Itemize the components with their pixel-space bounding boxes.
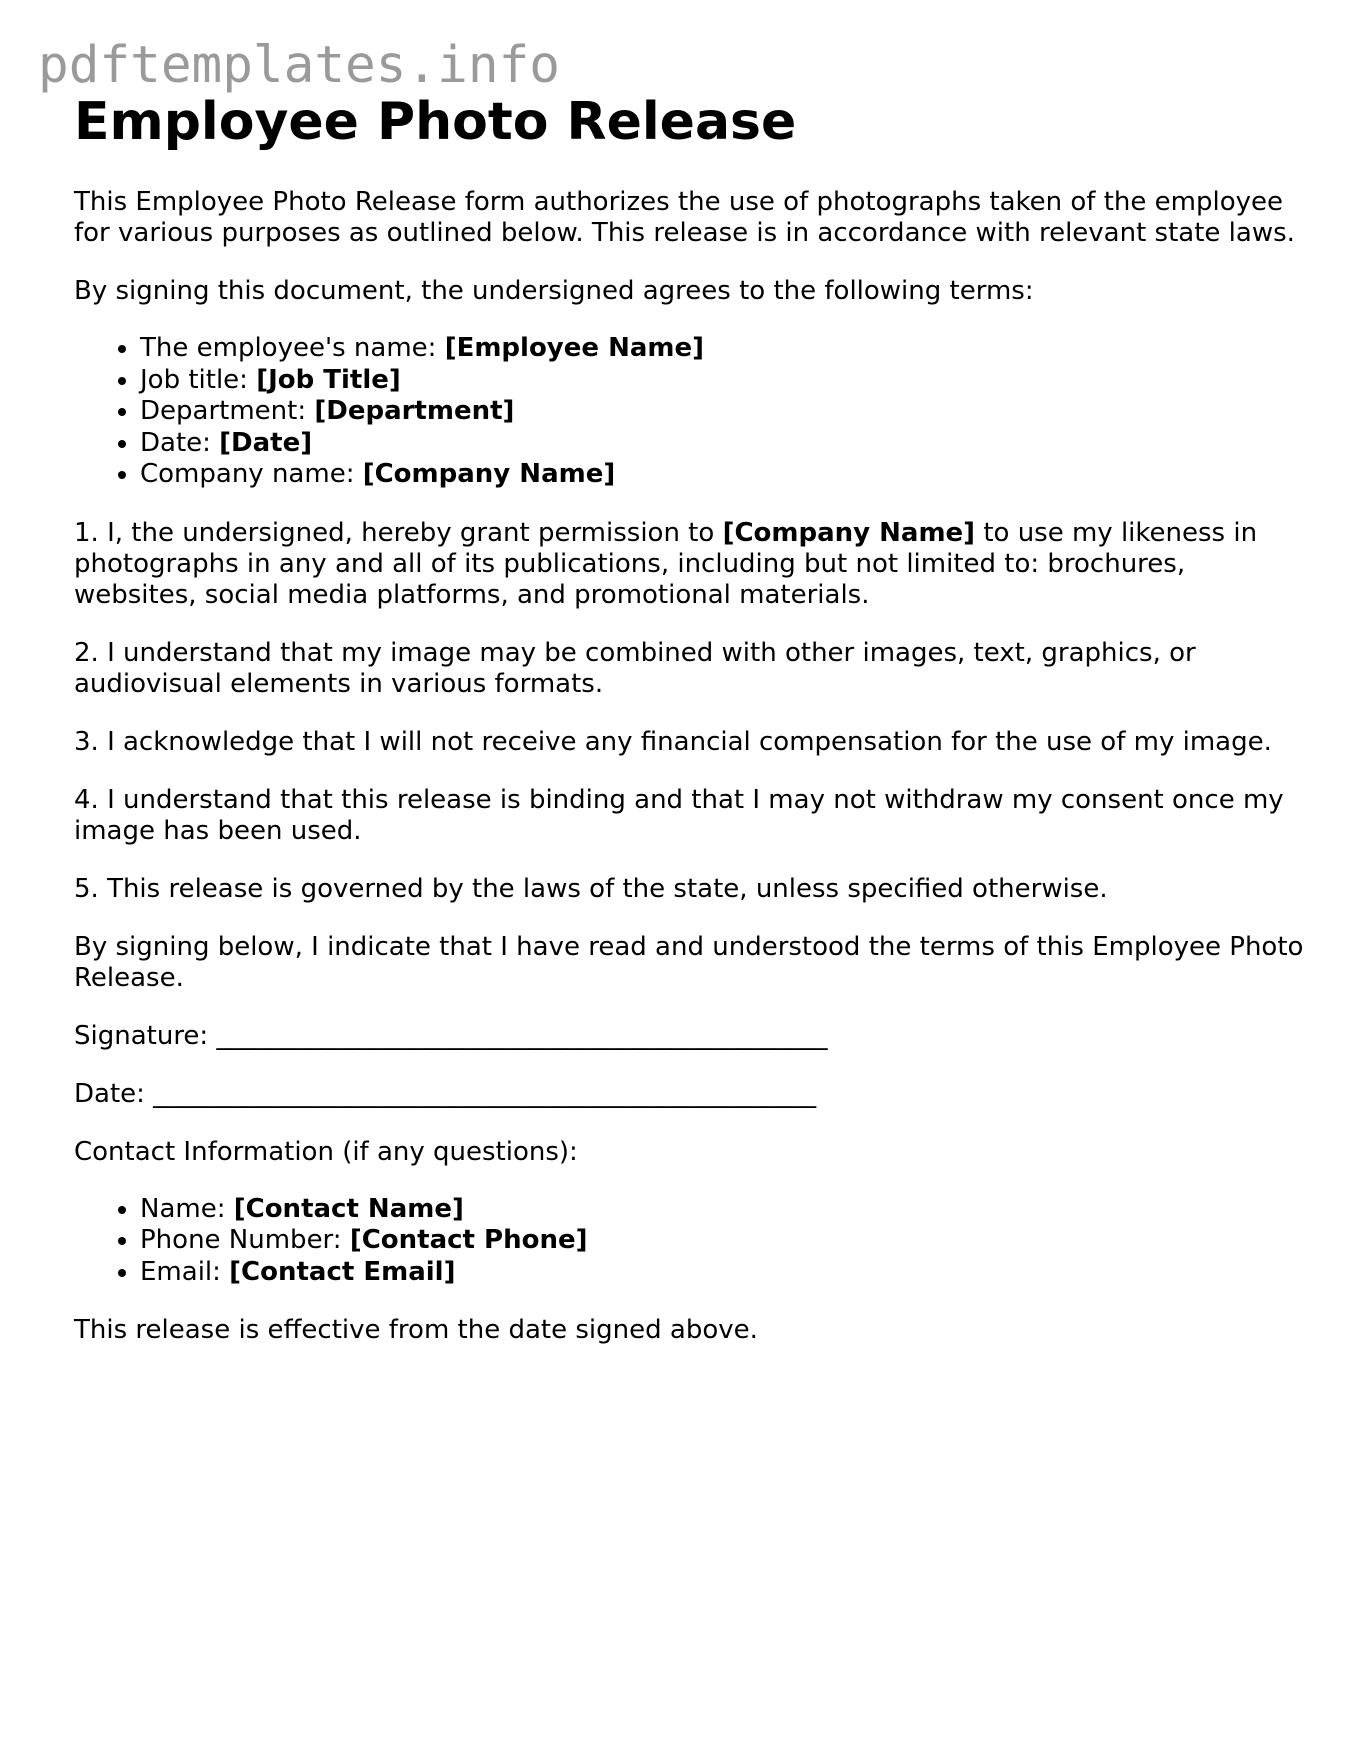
list-item — [140, 365, 1304, 397]
field-label: Job title: — [140, 364, 257, 395]
field-placeholder: [Company Name] — [362, 459, 616, 490]
field-placeholder: [Employee Name] — [444, 333, 704, 364]
signature-line[interactable]: Signature: _______________________________________________ — [74, 1020, 828, 1051]
contact-label: Name: — [140, 1193, 234, 1224]
field-placeholder: [Department] — [314, 396, 515, 427]
intro-paragraph: This Employee Photo Release form authorizes the use of photographs taken of the employee for various purposes as outlined below. This release is in accordance with relevant state laws. — [74, 187, 1295, 249]
page-title: Employee Photo Release — [74, 92, 797, 152]
list-item — [140, 459, 1304, 491]
field-label: Department: — [140, 396, 315, 427]
field-label: Company name: — [140, 459, 363, 490]
clause-5: 5. This release is governed by the laws of the state, unless specified otherwise. — [74, 873, 1108, 904]
field-placeholder: [Job Title] — [256, 364, 401, 395]
list-item — [140, 1225, 1304, 1257]
agree-paragraph: By signing this document, the undersigned agrees to the following terms: — [74, 276, 1034, 307]
contact-list — [74, 1194, 1304, 1289]
document-page — [74, 92, 1304, 1346]
contact-label: Phone Number: — [140, 1225, 350, 1256]
signing-paragraph: By signing below, I indicate that I have read and understood the terms of this Employee Photo Release. — [74, 931, 1304, 993]
date-line[interactable]: Date: ___________________________________________________ — [74, 1078, 817, 1109]
contact-placeholder: [Contact Email] — [229, 1256, 456, 1287]
field-placeholder: [Date] — [219, 427, 313, 458]
clause-1-company-placeholder: [Company Name] — [722, 517, 976, 548]
clause-2: 2. I understand that my image may be combined with other images, text, graphics, or audiovisual elements in various formats. — [74, 637, 1196, 699]
employee-fields-list — [74, 333, 1304, 491]
contact-label: Email: — [140, 1256, 230, 1287]
contact-heading: Contact Information (if any questions): — [74, 1136, 578, 1167]
watermark: pdftemplates.info — [38, 36, 560, 95]
list-item — [140, 428, 1304, 460]
list-item — [140, 333, 1304, 365]
closing-paragraph: This release is effective from the date signed above. — [74, 1315, 758, 1346]
list-item — [140, 1257, 1304, 1289]
contact-placeholder: [Contact Name] — [233, 1193, 464, 1224]
list-item — [140, 1194, 1304, 1226]
field-label: The employee's name: — [140, 333, 445, 364]
clause-1 — [74, 518, 1304, 611]
clause-1-text-before: 1. I, the undersigned, hereby grant permission to — [74, 517, 723, 548]
clause-3: 3. I acknowledge that I will not receive any financial compensation for the use of my image. — [74, 726, 1272, 757]
contact-placeholder: [Contact Phone] — [349, 1225, 588, 1256]
clause-1-text-after: to use my likeness in photographs in any and all of its publications, including but not limited to: brochures, websites, social media platforms, and promotional materials. — [74, 517, 1258, 610]
clause-4: 4. I understand that this release is binding and that I may not withdraw my consent once my image has been used. — [74, 784, 1284, 846]
list-item — [140, 396, 1304, 428]
field-label: Date: — [140, 427, 220, 458]
